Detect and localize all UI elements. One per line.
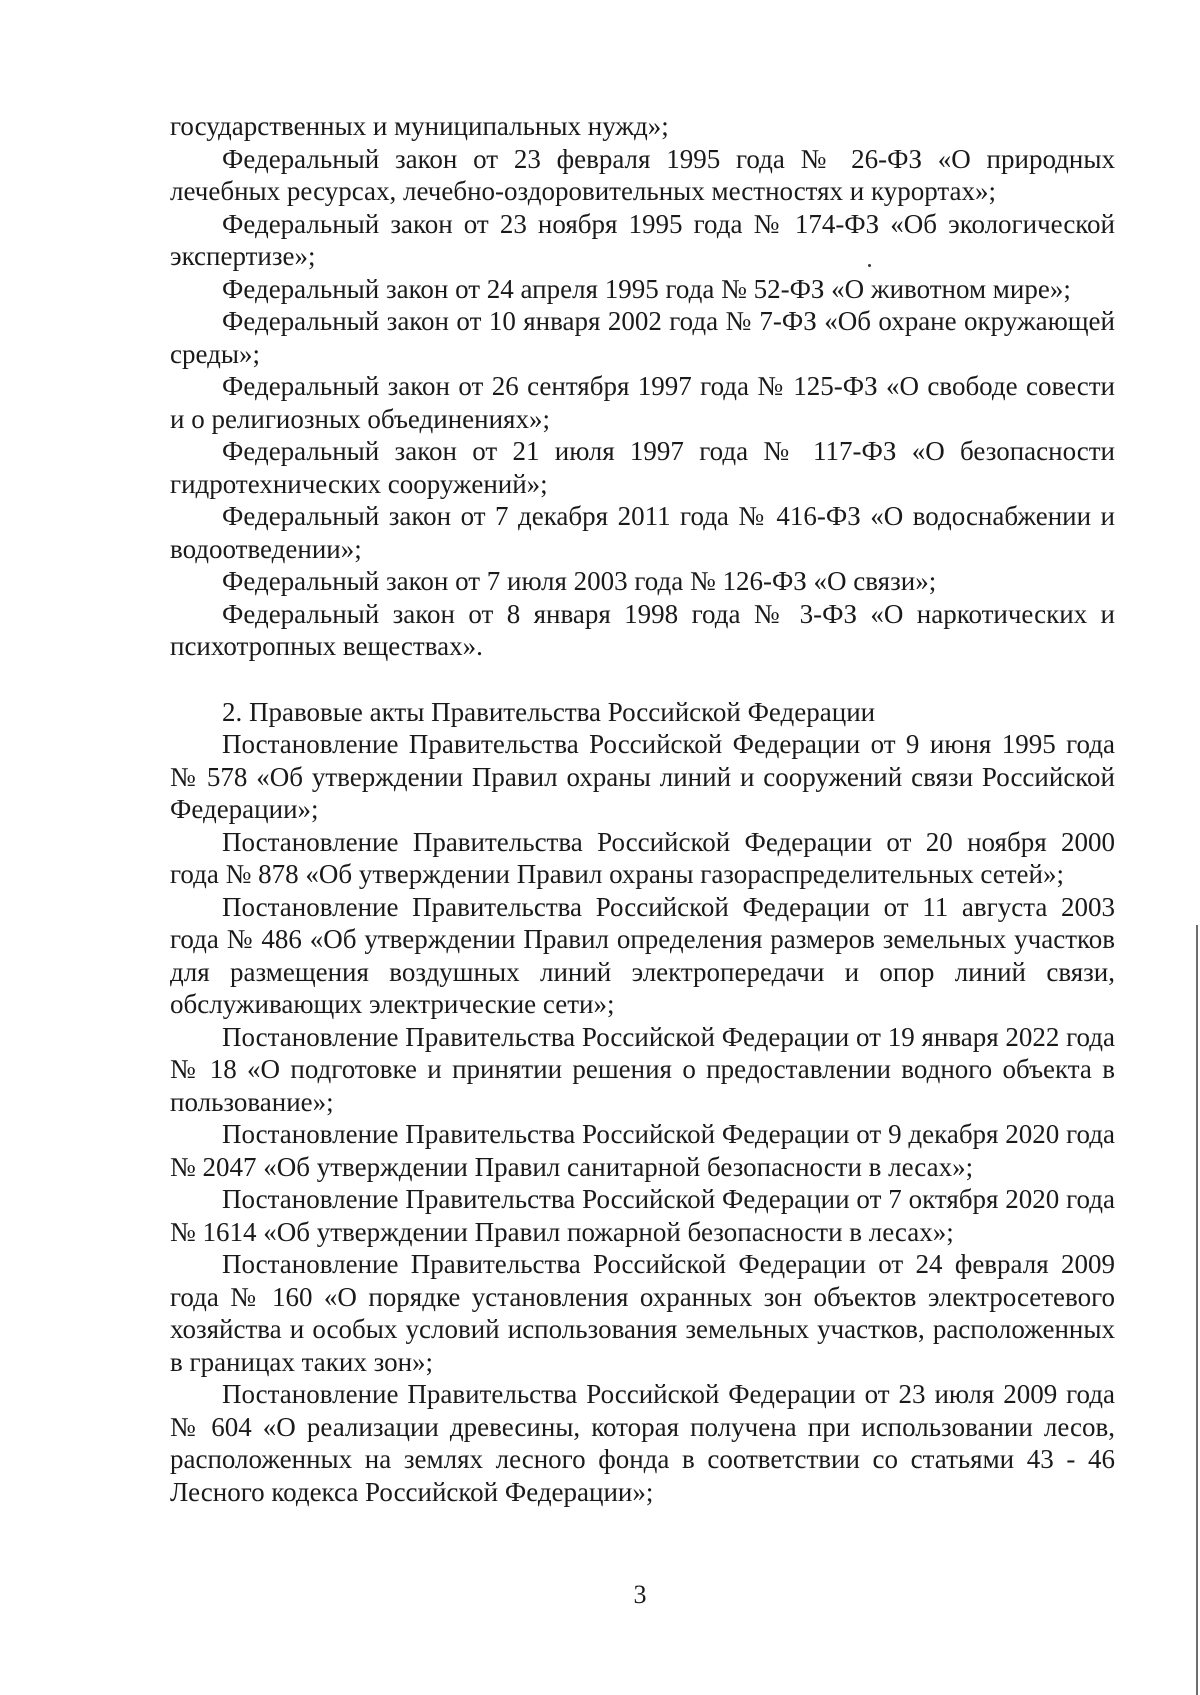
section-gap (170, 663, 1115, 696)
federal-laws-list (170, 143, 1115, 663)
list-item: Федеральный закон от 21 июля 1997 года № 117-ФЗ «О безопасности гидротехнических сооружений»; (170, 436, 1115, 499)
list-item: Федеральный закон от 24 апреля 1995 года № 52-ФЗ «О животном мире»; (222, 273, 1071, 304)
document-page (170, 110, 1115, 1508)
list-item: Федеральный закон от 23 ноября 1995 года № 174-ФЗ «Об экологической экспертизе»; (170, 208, 1115, 271)
list-item: Постановление Правительства Российской Федерации от 19 января 2022 года № 18 «О подготовке и принятии решения о предоставлении водного объекта в пользование»; (170, 1021, 1115, 1117)
scan-speck (868, 264, 871, 267)
list-item: Постановление Правительства Российской Федерации от 7 октября 2020 года № 1614 «Об утверждении Правил пожарной безопасности в лесах»; (170, 1184, 1115, 1247)
scan-edge-line (1196, 925, 1198, 1695)
list-item: Постановление Правительства Российской Федерации от 20 ноября 2000 года № 878 «Об утверждении Правил охраны газораспределительных сетей»; (170, 826, 1115, 889)
section-heading: 2. Правовые акты Правительства Российской Федерации (222, 696, 876, 727)
list-item: Постановление Правительства Российской Федерации от 23 июля 2009 года № 604 «О реализации древесины, которая получена при использовании лесов, расположенных на землях лесного фонда в соответствии со статьями 43 - 46 Лесного кодекса Российской Федерации»; (170, 1379, 1115, 1507)
list-item: Федеральный закон от 10 января 2002 года № 7-ФЗ «Об охране окружающей среды»; (170, 306, 1115, 369)
page-number: 3 (633, 1580, 647, 1609)
list-item: Постановление Правительства Российской Федерации от 9 декабря 2020 года № 2047 «Об утверждении Правил санитарной безопасности в лесах»; (170, 1119, 1115, 1182)
list-item: Федеральный закон от 8 января 1998 года № 3-ФЗ «О наркотических и психотропных веществах». (170, 598, 1115, 661)
list-item: Федеральный закон от 7 декабря 2011 года № 416-ФЗ «О водоснабжении и водоотведении»; (170, 501, 1115, 564)
list-item: Федеральный закон от 26 сентября 1997 года № 125-ФЗ «О свободе совести и о религиозных объединениях»; (170, 371, 1115, 434)
government-acts-list (170, 728, 1115, 1508)
continuation-paragraph: государственных и муниципальных нужд»; (170, 111, 669, 141)
list-item: Федеральный закон от 7 июля 2003 года № 126-ФЗ «О связи»; (222, 566, 937, 596)
list-item: Постановление Правительства Российской Федерации от 11 августа 2003 года № 486 «Об утверждении Правил определения размеров земельных участков для размещения воздушных линий электропередачи и опор линий связи, обслуживающих электрические сети»; (170, 891, 1115, 1019)
list-item: Федеральный закон от 23 февраля 1995 года № 26-ФЗ «О природных лечебных ресурсах, лечебно-оздоровительных местностях и курортах»; (170, 143, 1115, 206)
list-item: Постановление Правительства Российской Федерации от 24 февраля 2009 года № 160 «О порядке установления охранных зон объектов электросетевого хозяйства и особых условий использования земельных участков, расположенных в границах таких зон»; (170, 1249, 1115, 1377)
list-item: Постановление Правительства Российской Федерации от 9 июня 1995 года № 578 «Об утверждении Правил охраны линий и сооружений связи Российской Федерации»; (170, 729, 1115, 824)
